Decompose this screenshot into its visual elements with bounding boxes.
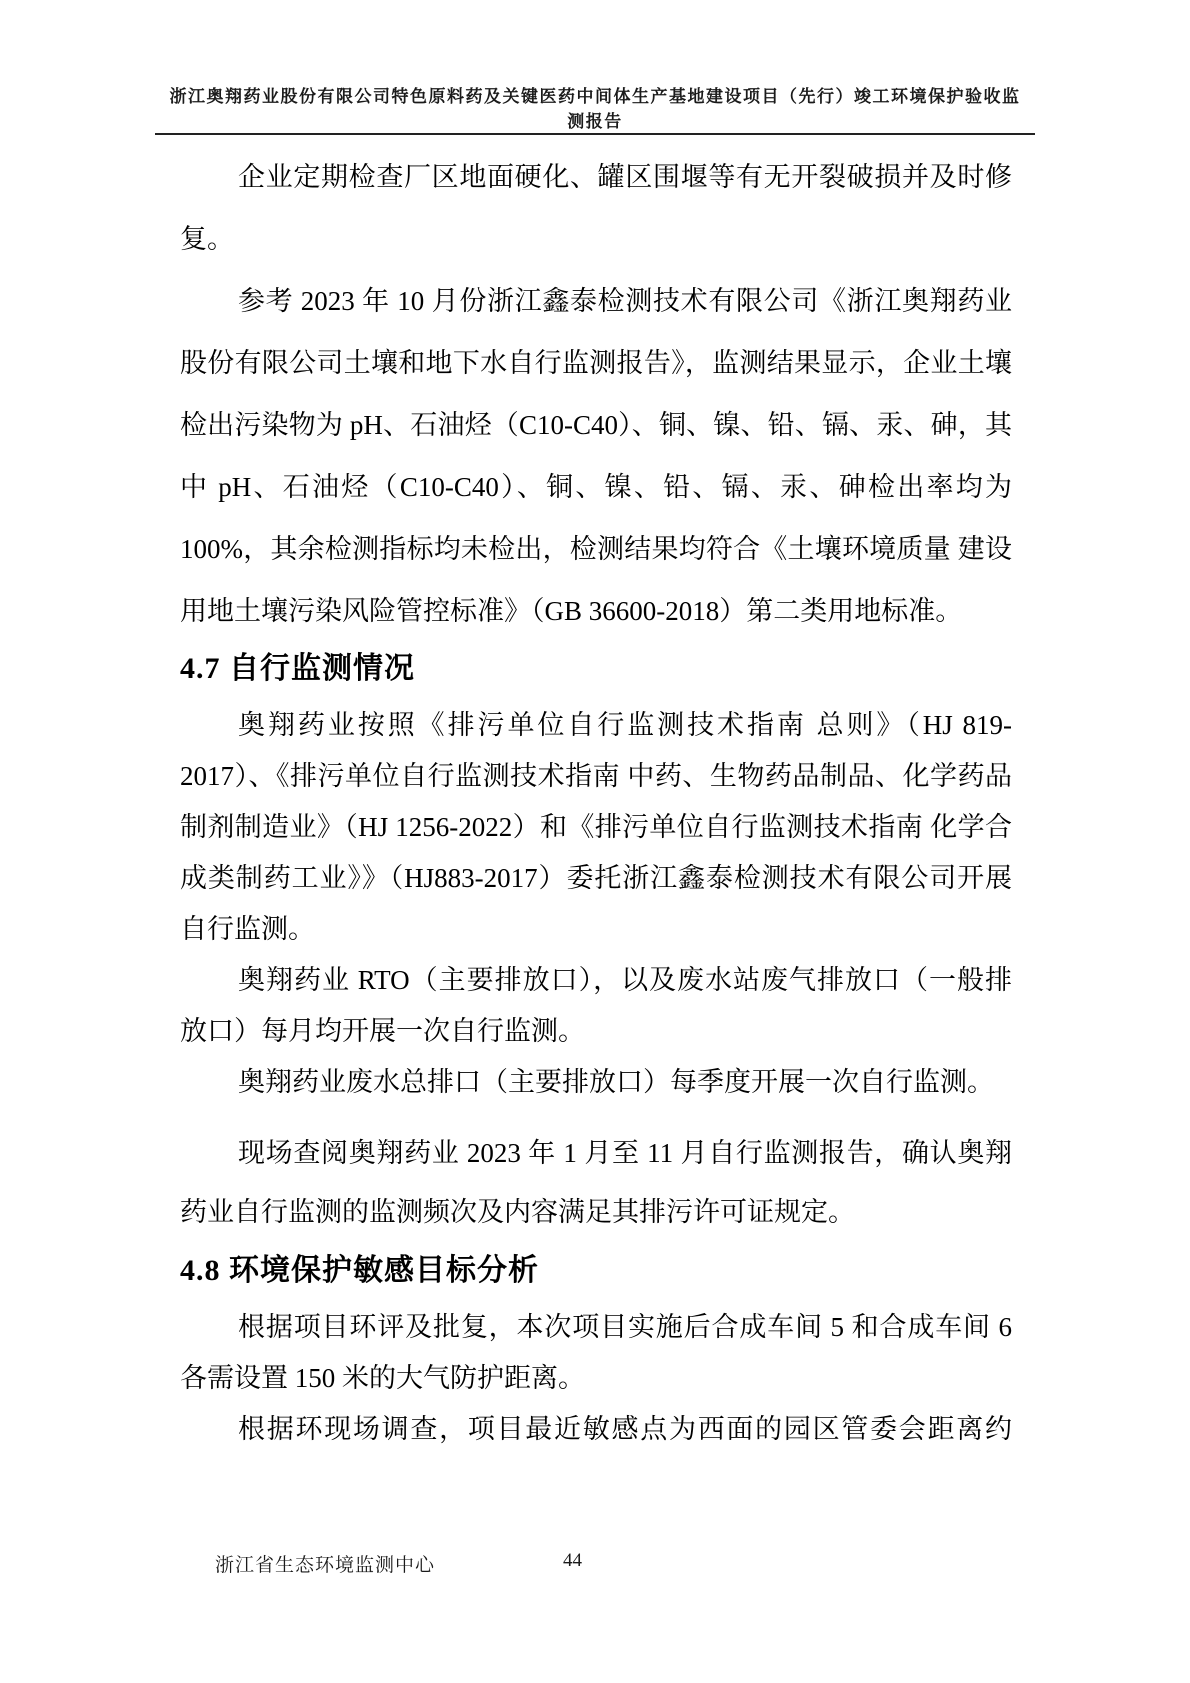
header-rule bbox=[155, 133, 1035, 135]
page-header bbox=[155, 84, 1035, 134]
paragraph-monitoring-report-review: 现场查阅奥翔药业 2023 年 1 月至 11 月自行监测报告，确认奥翔药业自行监测的监测频次及内容满足其排污许可证规定。 bbox=[180, 1138, 1012, 1227]
document-body bbox=[180, 146, 1012, 1455]
page-header-line2: 测报告 bbox=[567, 112, 623, 131]
paragraph-rto-outlet-monitoring: 奥翔药业 RTO（主要排放口），以及废水站废气排放口（一般排放口）每月均开展一次自行监测。 bbox=[180, 965, 1012, 1046]
section-heading-4-7: 4.7 自行监测情况 bbox=[180, 652, 415, 685]
paragraph-self-monitoring-standards: 奥翔药业按照《排污单位自行监测技术指南 总则》（HJ 819-2017）、《排污单位自行监测技术指南 中药、生物药品制品、化学药品制剂制造业》（HJ 1256-2022）和《排污单位自行监测技术指南 化学合成类制药工业》》（HJ883-2017）委托浙江鑫泰检测技术有限公司开展自行监测。 bbox=[180, 710, 1012, 944]
section-heading-4-8: 4.8 环境保护敏感目标分析 bbox=[180, 1254, 539, 1287]
page-footer bbox=[0, 1550, 1190, 1580]
paragraph-soil-groundwater-monitoring: 参考 2023 年 10 月份浙江鑫泰检测技术有限公司《浙江奥翔药业股份有限公司土壤和地下水自行监测报告》，监测结果显示，企业土壤检出污染物为 pH、石油烃（C10-C40）、铜、镍、铅、镉、汞、砷，其中 pH、石油烃（C10-C40）、铜、镍、铅、镉、汞、砷检出率均为 100%，其余检测指标均未检出，检测结果均符合《土壤环境质量 建设用地土壤污染风险管控标准》（GB 36600-2018）第二类用地标准。 bbox=[180, 286, 1012, 626]
footer-page-number: 44 bbox=[563, 1550, 582, 1571]
paragraph-facility-inspection: 企业定期检查厂区地面硬化、罐区围堰等有无开裂破损并及时修复。 bbox=[180, 162, 1012, 254]
paragraph-wastewater-outlet-monitoring: 奥翔药业废水总排口（主要排放口）每季度开展一次自行监测。 bbox=[238, 1067, 994, 1097]
paragraph-sensitive-target: 根据环现场调查，项目最近敏感点为西面的园区管委会距离约 bbox=[238, 1414, 1012, 1444]
page-header-line1: 浙江奥翔药业股份有限公司特色原料药及关键医药中间体生产基地建设项目（先行）竣工环境保护验收监 bbox=[169, 87, 1021, 106]
paragraph-protection-distance: 根据项目环评及批复，本次项目实施后合成车间 5 和合成车间 6 各需设置 150 米的大气防护距离。 bbox=[180, 1312, 1012, 1393]
footer-organization: 浙江省生态环境监测中心 bbox=[215, 1555, 436, 1576]
